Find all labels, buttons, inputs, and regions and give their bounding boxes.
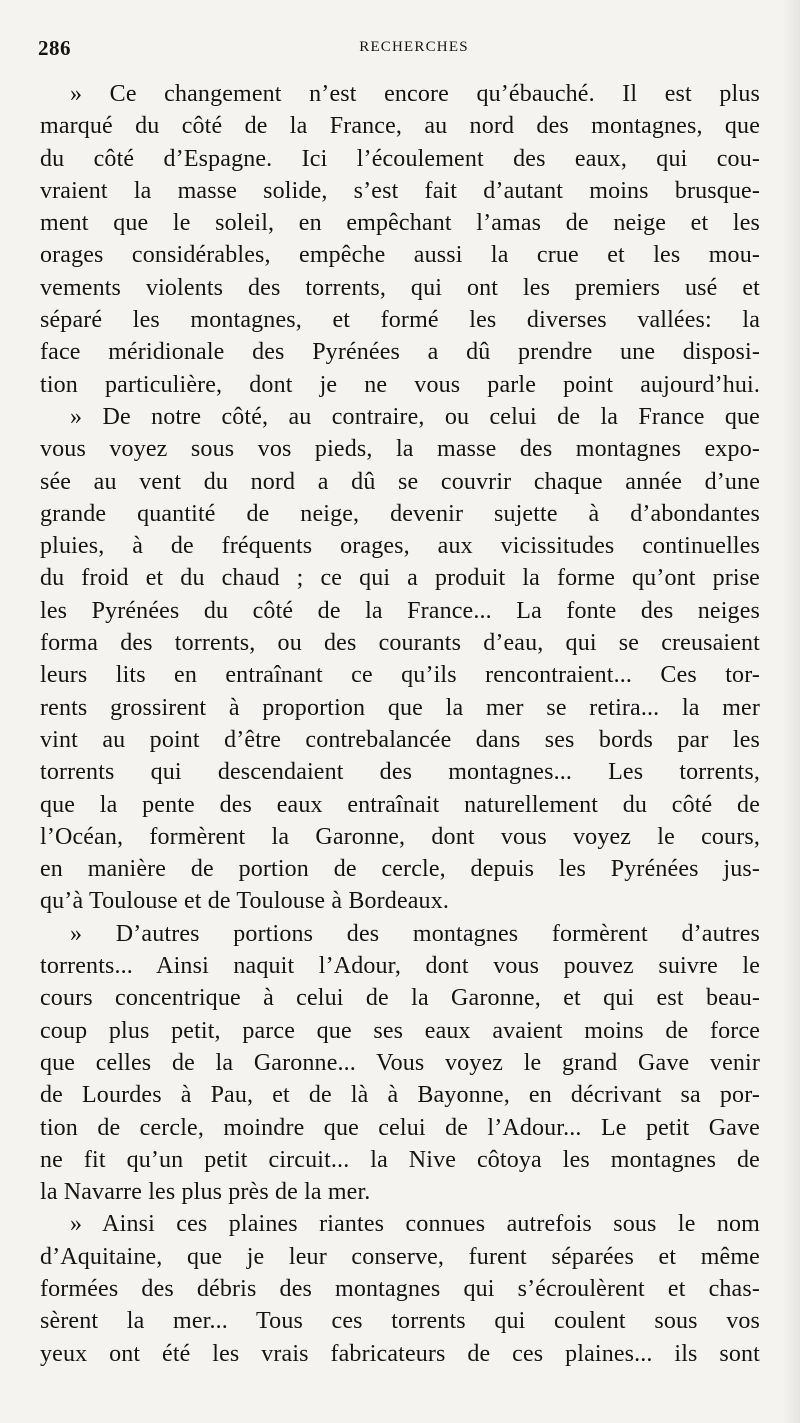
text-line: qu’à Toulouse et de Toulouse à Bordeaux. — [40, 888, 449, 915]
text-line: ne fit qu’un petit circuit... la Nive côtoya les montagnes de — [40, 1146, 760, 1173]
text-line: de Lourdes à Pau, et de là à Bayonne, en décrivant sa por- — [40, 1082, 760, 1109]
text-line: » Ainsi ces plaines riantes connues autrefois sous le nom — [70, 1211, 760, 1238]
text-line: tion de cercle, moindre que celui de l’Adour... Le petit Gave — [40, 1114, 760, 1141]
page-number: 286 — [38, 36, 71, 60]
text-line: vraient la masse solide, s’est fait d’autant moins brusque- — [40, 177, 760, 204]
text-line: vements violents des torrents, qui ont les premiers usé et — [40, 274, 760, 301]
text-line: du froid et du chaud ; ce qui a produit la forme qu’ont prise — [40, 565, 760, 592]
text-line: torrents qui descendaient des montagnes... Les torrents, — [40, 759, 760, 786]
text-line: torrents... Ainsi naquit l’Adour, dont vous pouvez suivre le — [40, 953, 760, 980]
text-line: » Ce changement n’est encore qu’ébauché. Il est plus — [70, 81, 760, 107]
text-line: coup plus petit, parce que ses eaux avaient moins de force — [40, 1017, 760, 1044]
text-line: sèrent la mer... Tous ces torrents qui coulent sous vos — [40, 1308, 760, 1335]
page-edge-shadow — [782, 0, 800, 1423]
text-line: séparé les montagnes, et formé les diverses vallées: la — [40, 307, 760, 334]
text-line: du côté d’Espagne. Ici l’écoulement des eaux, qui cou- — [40, 145, 760, 172]
text-line: formées des débris des montagnes qui s’écroulèrent et chas- — [40, 1275, 760, 1302]
text-line: orages considérables, empêche aussi la crue et les mou- — [40, 242, 760, 269]
text-line: » D’autres portions des montagnes formèrent d’autres — [70, 920, 760, 947]
page-header — [38, 36, 760, 64]
text-line: leurs lits en entraînant ce qu’ils rencontraient... Ces tor- — [40, 662, 760, 689]
text-line: la Navarre les plus près de la mer. — [40, 1179, 371, 1206]
text-line: rents grossirent à proportion que la mer se retira... la mer — [40, 694, 760, 721]
text-line: » De notre côté, au contraire, ou celui de la France que — [70, 403, 760, 430]
text-line: marqué du côté de la France, au nord des montagnes, que — [40, 113, 760, 140]
text-line: sée au vent du nord a dû se couvrir chaque année d’une — [40, 468, 760, 495]
text-line: forma des torrents, ou des courants d’eau, qui se creusaient — [40, 630, 760, 657]
text-line: que celles de la Garonne... Vous voyez le grand Gave venir — [40, 1049, 760, 1076]
body-text — [40, 78, 760, 1370]
text-line: d’Aquitaine, que je leur conserve, furent séparées et même — [40, 1243, 760, 1270]
text-line: l’Océan, formèrent la Garonne, dont vous voyez le cours, — [40, 823, 760, 850]
text-line: yeux ont été les vrais fabricateurs de ces plaines... ils sont — [40, 1340, 760, 1367]
text-line: que la pente des eaux entraînait naturellement du côté de — [40, 791, 760, 818]
text-line: pluies, à de fréquents orages, aux vicissitudes continuelles — [40, 533, 760, 560]
text-line: tion particulière, dont je ne vous parle point aujourd’hui. — [40, 371, 760, 398]
text-line: grande quantité de neige, devenir sujette à d’abondantes — [40, 500, 760, 527]
text-line: face méridionale des Pyrénées a dû prendre une disposi- — [40, 339, 760, 366]
running-title: RECHERCHES — [359, 39, 469, 55]
text-line: cours concentrique à celui de la Garonne, et qui est beau- — [40, 985, 760, 1012]
text-line: vint au point d’être contrebalancée dans ses bords par les — [40, 726, 760, 753]
text-line: ment que le soleil, en empêchant l’amas de neige et les — [40, 210, 760, 237]
text-line: en manière de portion de cercle, depuis les Pyrénées jus- — [40, 856, 760, 883]
text-line: vous voyez sous vos pieds, la masse des montagnes expo- — [40, 436, 760, 463]
text-line: les Pyrénées du côté de la France... La fonte des neiges — [40, 597, 760, 624]
